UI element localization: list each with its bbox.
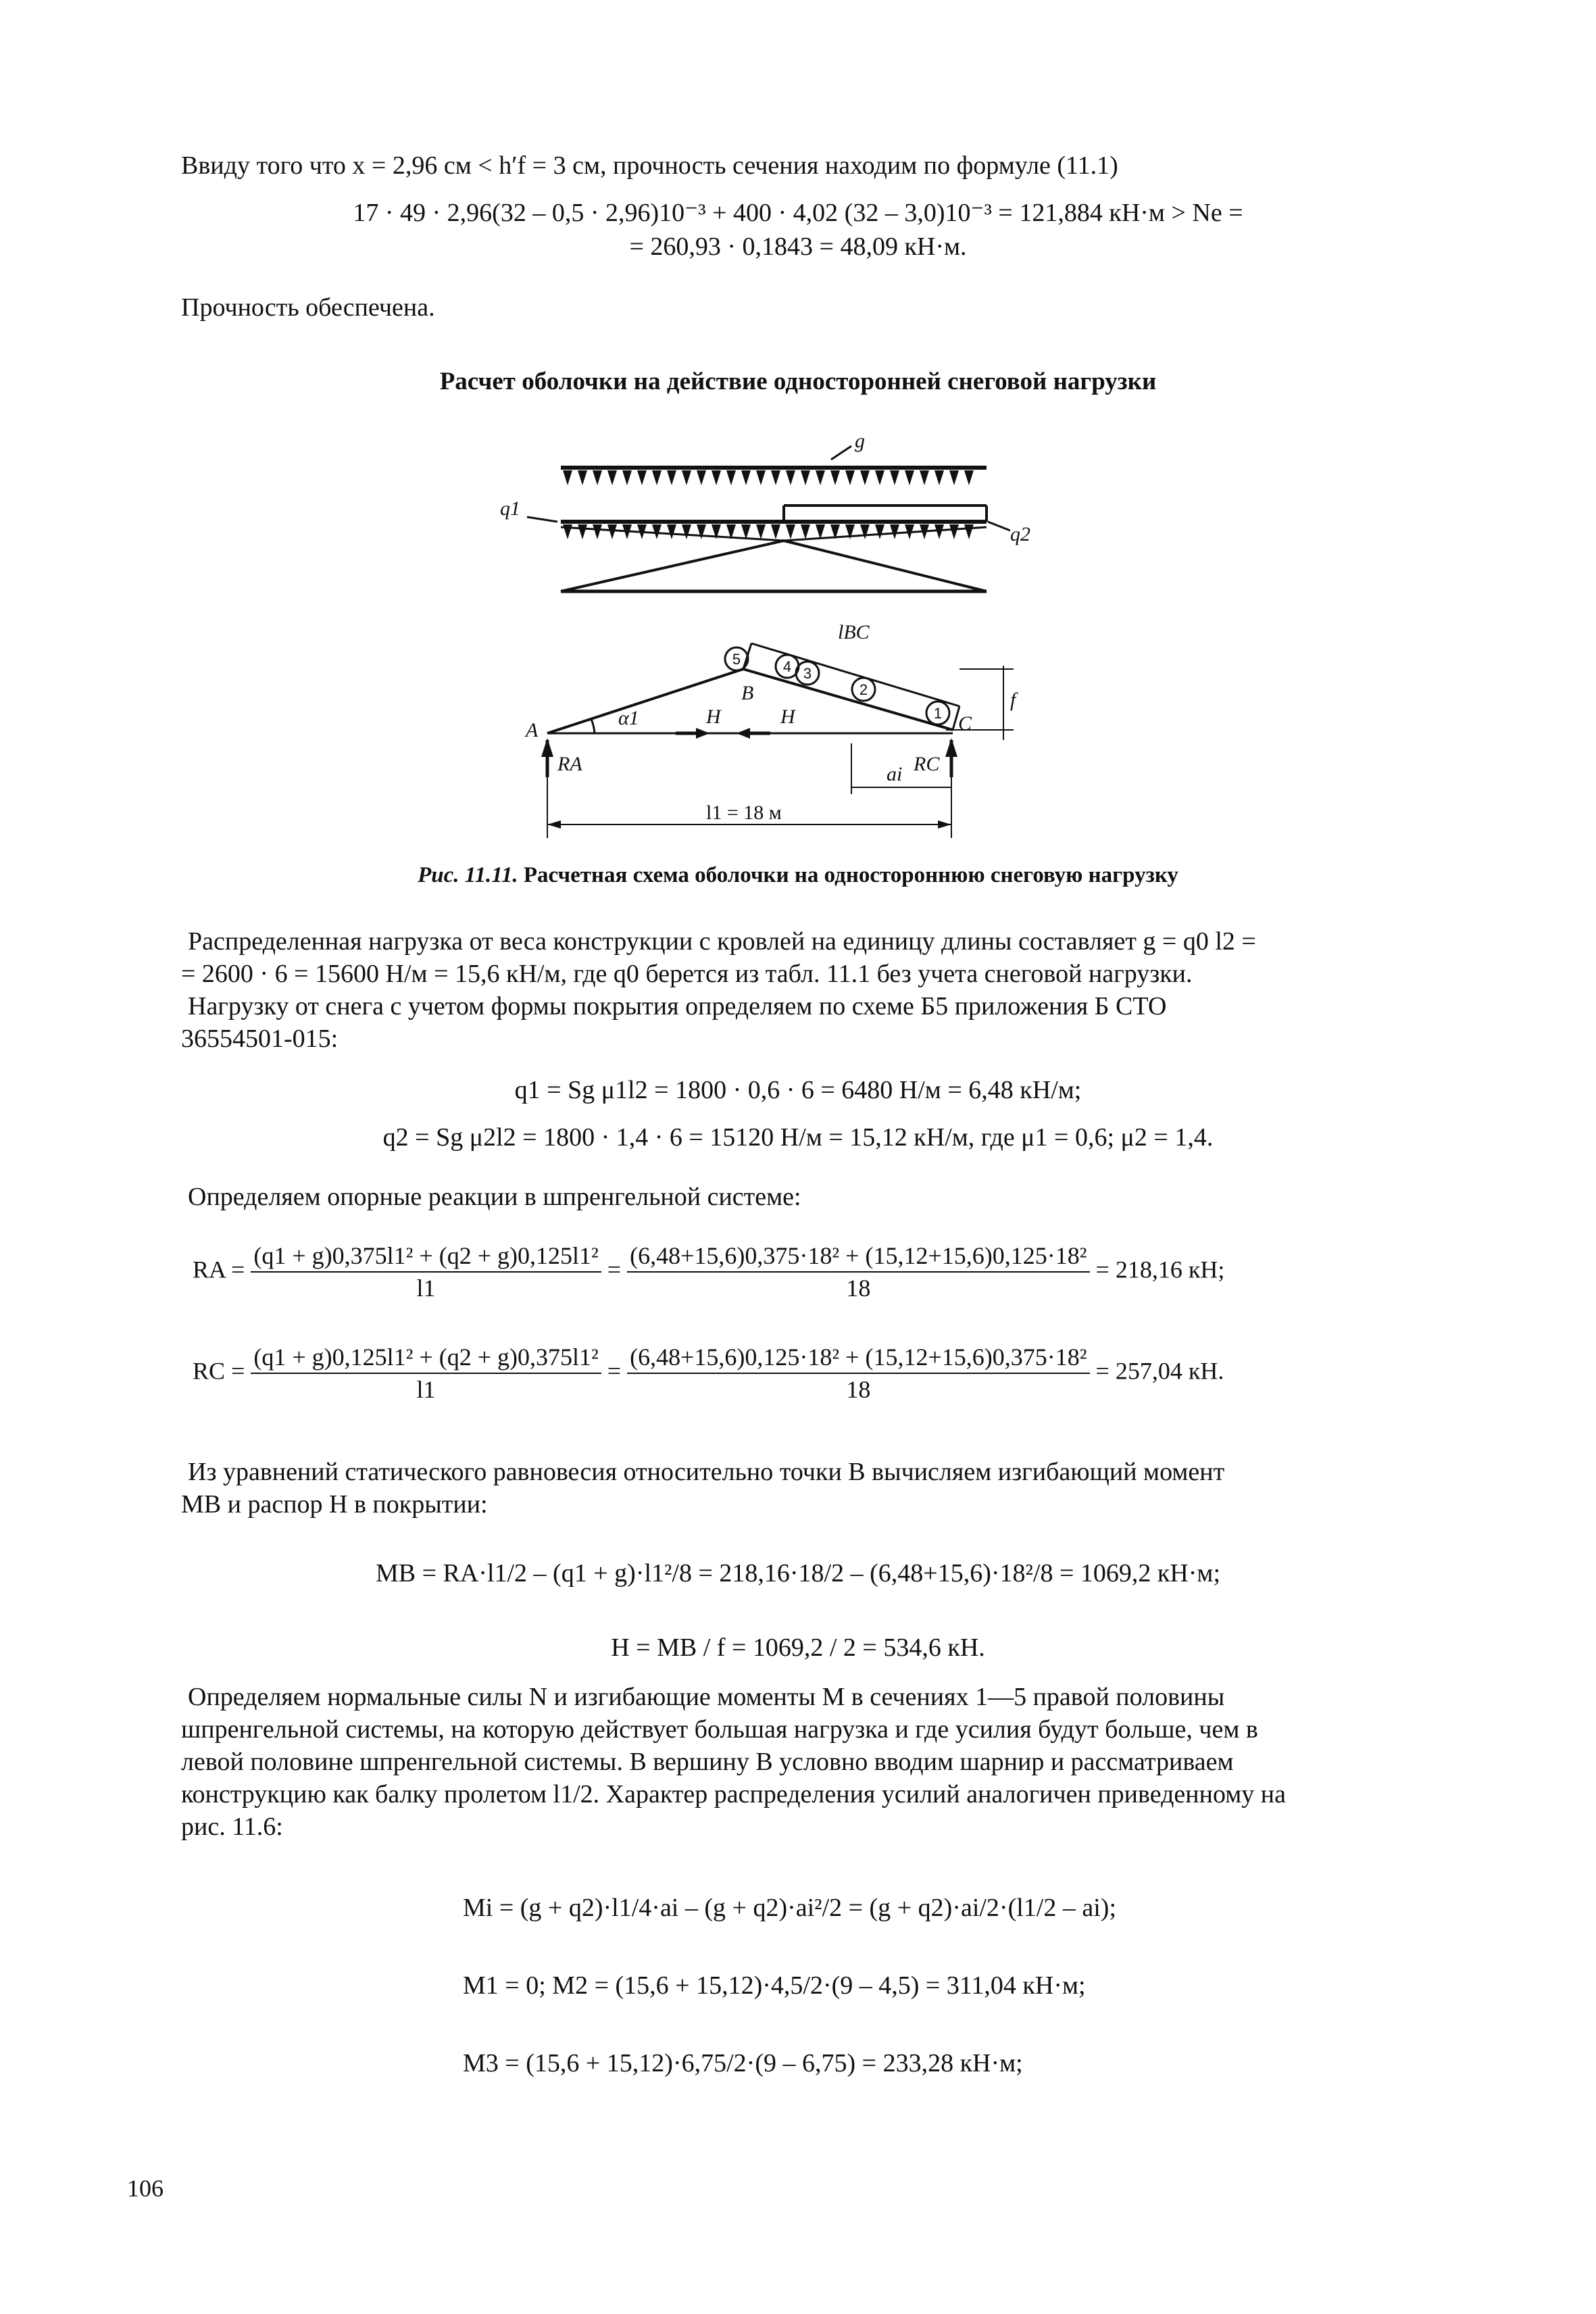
load-arrow xyxy=(771,470,780,485)
load-arrow xyxy=(801,470,810,485)
RC-result: = 257,04 кН. xyxy=(1095,1357,1224,1385)
label-H-right: H xyxy=(780,706,795,728)
RC-lhs: RC = xyxy=(193,1357,245,1385)
load-arrow xyxy=(830,470,840,485)
label-A: A xyxy=(526,719,539,741)
label-RC: RC xyxy=(914,753,940,775)
section-heading: Расчет оболочки на действие односторонней снеговой нагрузки xyxy=(439,368,1157,395)
section-2-label: 2 xyxy=(859,681,868,698)
MB-formula: MB = RA·l1/2 – (q1 + g)·l1²/8 = 218,16·18/2 – (6,48+15,6)·18²/8 = 1069,2 кН·м; xyxy=(375,1559,1221,1587)
load-arrow xyxy=(860,524,870,539)
load-arrow xyxy=(964,524,974,539)
load-arrow xyxy=(934,524,944,539)
RC-symbolic-denominator: l1 xyxy=(416,1376,436,1403)
Mi-formula: Mi = (g + q2)·l1/4·ai – (g + q2)·ai²/2 = (g + q2)·ai/2·(l1/2 – ai); xyxy=(463,1894,1116,1922)
para-equilibrium-line2: MB и распор H в покрытии: xyxy=(181,1490,488,1519)
load-arrow xyxy=(934,470,944,485)
RC-symbolic-fraction xyxy=(251,1341,601,1405)
load-arrow xyxy=(964,470,974,485)
figure-shell-scheme xyxy=(473,433,1081,852)
load-arrow xyxy=(667,524,676,539)
load-arrow xyxy=(593,470,602,485)
strength-conclusion: Прочность обеспечена. xyxy=(181,293,435,322)
figure-caption-number: Рис. 11.11. xyxy=(418,863,518,887)
load-arrow xyxy=(697,470,706,485)
load-arrow xyxy=(697,524,706,539)
load-arrow xyxy=(756,524,766,539)
label-span: l1 = 18 м xyxy=(706,802,782,824)
RA-numeric-denominator: 18 xyxy=(846,1275,871,1302)
label-H-left: H xyxy=(706,706,721,728)
para-load-line1: Распределенная нагрузка от веса конструкции с кровлей на единицу длины составляет g = q0 l2 = xyxy=(188,927,1256,956)
formula-strength-line2: = 260,93 · 0,1843 = 48,09 кН·м. xyxy=(629,232,967,261)
RC-numeric-denominator: 18 xyxy=(846,1376,871,1403)
para-load-line2: = 2600 · 6 = 15600 Н/м = 15,6 кН/м, где q0 берется из табл. 11.1 без учета снеговой нагрузки. xyxy=(181,960,1193,988)
RA-equation: RA = $\frac{\text{(q1 + g)0,375l1² + (q2 + g)0,125l1²}}{l1}$ = $\frac{\text{(6,48+15,6)0,375·18² + (15,12+15,6)0,125·18²}}{18}$ = 218,16 кН; xyxy=(193,1240,1224,1304)
para-snow-line2: 36554501-015: xyxy=(181,1025,339,1053)
RA-symbolic-fraction xyxy=(251,1240,601,1304)
load-arrow xyxy=(607,470,617,485)
label-f: f xyxy=(1010,689,1016,711)
load-arrow xyxy=(949,524,959,539)
para-forces-line4: конструкцию как балку пролетом l1/2. Характер распределения усилий аналогичен приведенному на xyxy=(181,1780,1286,1808)
page-number: 106 xyxy=(127,2175,164,2202)
load-arrow xyxy=(652,470,662,485)
RA-symbolic-denominator: l1 xyxy=(416,1275,436,1302)
RA-result: = 218,16 кН; xyxy=(1095,1256,1225,1283)
q1-formula: q1 = Sg μ1l2 = 1800 · 0,6 · 6 = 6480 Н/м = 6,48 кН/м; xyxy=(514,1076,1082,1104)
section-5-label: 5 xyxy=(732,651,741,668)
label-q1: q1 xyxy=(500,497,520,520)
para-reactions: Определяем опорные реакции в шпренгельной системе: xyxy=(188,1183,801,1211)
load-arrow xyxy=(905,470,914,485)
label-ai: ai xyxy=(887,763,903,785)
load-arrow xyxy=(890,470,899,485)
label-RA: RA xyxy=(557,753,582,775)
intro-line: Ввиду того что x = 2,96 см < h′f = 3 см, прочность сечения находим по формуле (11.1) xyxy=(181,151,1118,180)
load-arrow xyxy=(786,524,795,539)
RA-numeric-fraction xyxy=(627,1240,1089,1304)
load-arrow xyxy=(920,470,929,485)
RC-symbolic-numerator: (q1 + g)0,125l1² + (q2 + g)0,375l1² xyxy=(251,1341,601,1374)
para-forces-line2: шпренгельной системы, на которую действует большая нагрузка и где усилия будут больше, чем в xyxy=(181,1715,1258,1744)
figure-caption-text: Расчетная схема оболочки на одностороннюю снеговую нагрузку xyxy=(523,863,1178,887)
load-arrow xyxy=(622,470,632,485)
section-3-label: 3 xyxy=(803,665,812,682)
load-arrow xyxy=(726,470,736,485)
load-arrow xyxy=(860,470,870,485)
formula-strength-line1: 17 · 49 · 2,96(32 – 0,5 · 2,96)10⁻³ + 400 · 4,02 (32 – 3,0)10⁻³ = 121,884 кН·м > Ne = xyxy=(353,199,1243,227)
load-arrow xyxy=(741,524,751,539)
M3-formula: M3 = (15,6 + 15,12)·6,75/2·(9 – 6,75) = 233,28 кН·м; xyxy=(463,2049,1023,2077)
load-arrow xyxy=(875,524,884,539)
load-arrow xyxy=(563,524,572,539)
RC-equation: RC = $\frac{\text{(q1 + g)0,125l1² + (q2 + g)0,375l1²}}{l1}$ = $\frac{\text{(6,48+15,6)0,125·18² + (15,12+15,6)0,375·18²}}{18}$ = 257,04 кН. xyxy=(193,1341,1224,1405)
load-arrow xyxy=(756,470,766,485)
load-arrow xyxy=(667,470,676,485)
RA-symbolic-numerator: (q1 + g)0,375l1² + (q2 + g)0,125l1² xyxy=(251,1240,601,1273)
load-arrow xyxy=(578,524,587,539)
para-forces-line3: левой половине шпренгельной системы. В вершину B условно вводим шарнир и рассматриваем xyxy=(181,1748,1234,1776)
label-lBC: lBC xyxy=(838,621,870,643)
label-B: B xyxy=(741,682,754,704)
figure-caption xyxy=(0,860,1596,891)
M1-M2-formula: M1 = 0; M2 = (15,6 + 15,12)·4,5/2·(9 – 4,5) = 311,04 кН·м; xyxy=(463,1971,1086,2000)
load-arrow xyxy=(682,524,691,539)
RA-numeric-numerator: (6,48+15,6)0,375·18² + (15,12+15,6)0,125·18² xyxy=(627,1240,1089,1273)
load-arrow xyxy=(563,470,572,485)
RC-numeric-fraction xyxy=(627,1341,1089,1405)
RA-lhs: RA = xyxy=(193,1256,245,1283)
H-formula: H = MB / f = 1069,2 / 2 = 534,6 кН. xyxy=(611,1633,985,1662)
load-arrow xyxy=(875,470,884,485)
load-arrow xyxy=(771,524,780,539)
load-arrow xyxy=(741,470,751,485)
load-arrow xyxy=(816,470,825,485)
section-4-label: 4 xyxy=(782,658,792,675)
load-arrow xyxy=(949,470,959,485)
load-arrow xyxy=(607,524,617,539)
para-forces-line5: рис. 11.6: xyxy=(181,1813,283,1841)
load-arrow xyxy=(845,470,855,485)
load-arrow xyxy=(712,470,721,485)
section-1-label: 1 xyxy=(933,705,943,722)
load-arrow xyxy=(801,524,810,539)
para-equilibrium-line1: Из уравнений статического равновесия относительно точки B вычисляем изгибающий момент xyxy=(188,1458,1225,1486)
label-alpha: α1 xyxy=(618,707,639,729)
para-forces-line1: Определяем нормальные силы N и изгибающие моменты M в сечениях 1—5 правой половины xyxy=(188,1683,1225,1711)
RC-numeric-numerator: (6,48+15,6)0,125·18² + (15,12+15,6)0,375·18² xyxy=(627,1341,1089,1374)
load-arrow xyxy=(593,524,602,539)
label-q2: q2 xyxy=(1010,523,1030,545)
label-C: C xyxy=(958,712,972,735)
para-snow-line1: Нагрузку от снега с учетом формы покрытия определяем по схеме Б5 приложения Б СТО xyxy=(188,992,1167,1020)
load-arrow xyxy=(786,470,795,485)
load-arrow xyxy=(637,470,647,485)
q2-formula: q2 = Sg μ2l2 = 1800 · 1,4 · 6 = 15120 Н/м = 15,12 кН/м, где μ1 = 0,6; μ2 = 1,4. xyxy=(382,1123,1214,1152)
label-g: g xyxy=(855,433,865,452)
load-arrow xyxy=(578,470,587,485)
load-arrow xyxy=(682,470,691,485)
load-arrow xyxy=(890,524,899,539)
